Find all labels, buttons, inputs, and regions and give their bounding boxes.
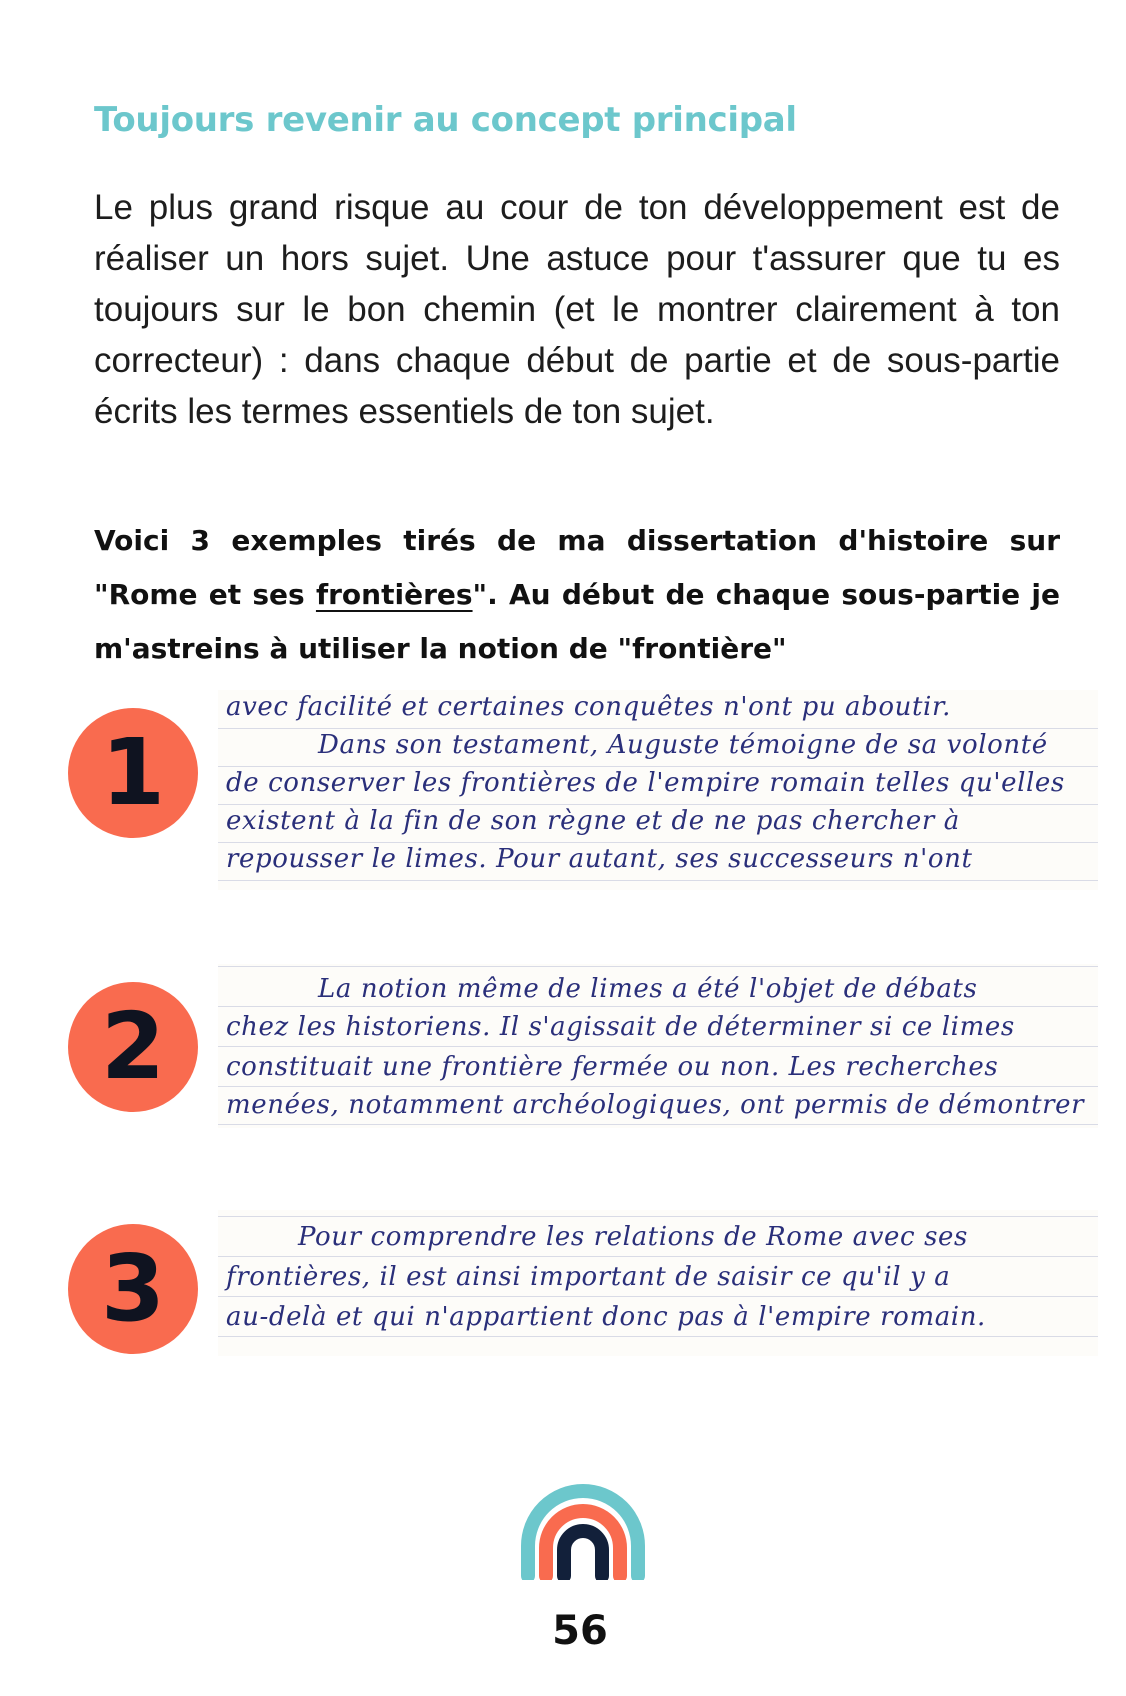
handwritten-line: chez les historiens. Il s'agissait de déterminer si ce limes: [226, 1012, 1015, 1042]
examples-intro: [94, 514, 1060, 676]
example-1: [0, 690, 1126, 900]
example-3: [0, 1210, 1126, 1360]
intro-underlined-word: frontières: [315, 578, 473, 611]
handwritten-line: existent à la fin de son règne et de ne pas chercher à: [226, 806, 960, 836]
handwriting-scan-3: [218, 1210, 1098, 1356]
handwritten-line: avec facilité et certaines conquêtes n'ont pu aboutir.: [226, 692, 951, 722]
example-2: [0, 964, 1126, 1134]
number-badge-2: [68, 982, 198, 1112]
handwritten-line: Pour comprendre les relations de Rome avec ses: [298, 1222, 968, 1252]
number-badge-1: [68, 708, 198, 838]
section-heading: Toujours revenir au concept principal: [94, 100, 797, 140]
page-number: 56: [552, 1608, 608, 1654]
number-badge-3: [68, 1224, 198, 1354]
handwritten-line: La notion même de limes a été l'objet de débats: [318, 974, 978, 1004]
number-badge-label: 1: [100, 719, 165, 826]
body-paragraph: Le plus grand risque au cour de ton développement est de réaliser un hors sujet. Une astuce pour t'assurer que tu es toujours sur le bon chemin (et le montrer clairement à ton correcteur) : dans chaque début de partie et de sous-partie écrits les termes essentiels de ton sujet.: [94, 188, 1060, 431]
handwritten-line: de conserver les frontières de l'empire romain telles qu'elles: [226, 768, 1065, 798]
handwriting-scan-1: [218, 690, 1098, 890]
handwriting-scan-2: [218, 964, 1098, 1128]
intro-text-end: ". Au début de chaque sous-partie je m'astreins à utiliser la notion de "frontière": [94, 578, 1060, 665]
handwritten-line: constituait une frontière fermée ou non. Les recherches: [226, 1052, 999, 1082]
handwritten-line: au-delà et qui n'appartient donc pas à l'empire romain.: [226, 1302, 986, 1332]
handwritten-line: frontières, il est ainsi important de saisir ce qu'il y a: [226, 1262, 951, 1292]
intro-text-start: Voici 3 exemples tirés de ma dissertation d'histoire sur "Rome et ses: [94, 524, 1060, 611]
number-badge-label: 3: [100, 1235, 165, 1342]
handwritten-line: repousser le limes. Pour autant, ses successeurs n'ont: [226, 844, 973, 874]
handwritten-line: Dans son testament, Auguste témoigne de sa volonté: [318, 730, 1048, 760]
rainbow-icon: [516, 1480, 650, 1580]
number-badge-label: 2: [100, 993, 165, 1100]
handwritten-line: menées, notamment archéologiques, ont permis de démontrer: [226, 1090, 1085, 1120]
